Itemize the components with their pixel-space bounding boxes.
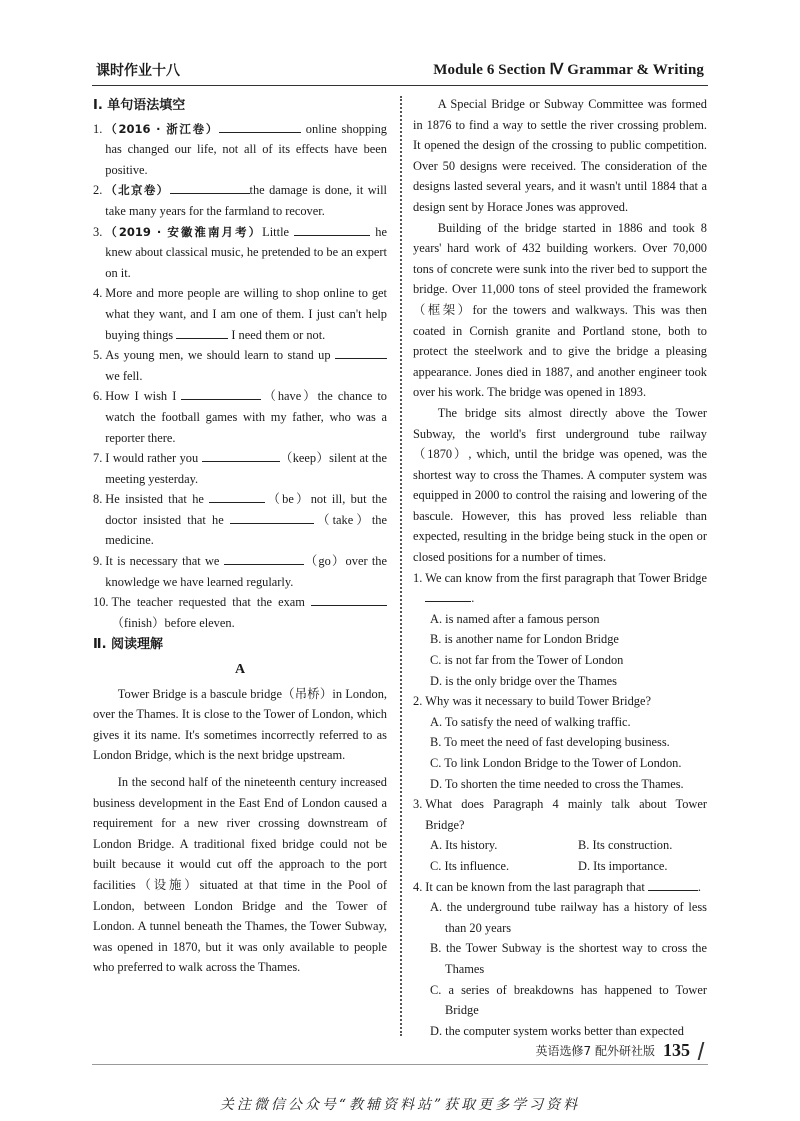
reading-question-4 <box>413 877 707 898</box>
option-row <box>413 835 707 856</box>
answer-blank[interactable] <box>170 180 250 194</box>
header-right-title: Module 6 Section Ⅳ Grammar & Writing <box>433 62 704 78</box>
option-b[interactable]: B. To meet the need of fast developing business. <box>430 735 670 750</box>
header-rule <box>92 85 708 86</box>
answer-blank[interactable] <box>311 592 387 606</box>
option-row <box>413 856 707 877</box>
question-text: （finish）before eleven. <box>111 615 235 630</box>
question-text: （take）the medicine. <box>105 512 388 548</box>
question-source: （2016 · 浙江卷） <box>105 121 220 136</box>
option-d[interactable]: D. is the only bridge over the Thames <box>430 673 617 688</box>
question-stem: What does Paragraph 4 mainly talk about Tower Bridge? <box>425 797 707 832</box>
grammar-question-5 <box>93 345 387 386</box>
answer-blank[interactable] <box>181 386 261 400</box>
grammar-question-2 <box>93 180 387 221</box>
option-a[interactable]: A. is named after a famous person <box>430 611 600 626</box>
answer-blank[interactable] <box>209 489 265 503</box>
question-number: 9. <box>93 554 103 569</box>
footer-rule <box>92 1064 708 1065</box>
passage-paragraph-1: Tower Bridge is a bascule bridge（吊桥）in London, over the Thames. It is close to the Tower of London, which gives it its name. It's sometimes incorrectly referred to as London Bridge, which is the next bridge upstream. <box>93 686 387 763</box>
left-column <box>93 94 387 978</box>
grammar-question-7 <box>93 448 387 489</box>
question-text: online shopping has changed our life, not all of its effects have been positive. <box>105 121 387 177</box>
question-source: （2019 · 安徽淮南月考） <box>105 224 263 239</box>
option-b[interactable]: B. Its construction. <box>578 838 673 853</box>
question-number: 8. <box>93 492 103 507</box>
option-a[interactable]: A. To satisfy the need of walking traffic. <box>430 714 631 729</box>
question-number: 1. <box>93 121 103 136</box>
question-text-mid: （be）not ill, but the doctor insisted that he <box>105 492 387 527</box>
grammar-question-10 <box>93 592 387 633</box>
question-stem: We can know from the first paragraph that Tower Bridge <box>425 570 707 585</box>
book-edition: 英语选修7 配外研社版 <box>535 1044 655 1058</box>
footer-info <box>536 1040 702 1061</box>
option-d[interactable]: D. the computer system works better than expected <box>430 1023 684 1038</box>
answer-blank[interactable] <box>202 448 280 462</box>
question-text: we fell. <box>105 368 143 383</box>
passage-paragraph-3: A Special Bridge or Subway Committee was formed in 1876 to find a way to settle the river crossing problem. It opened the design of the crossing to public competition. Over 50 designs were received. The consideration of the designs lasted several years, and it wasn't until 1884 that a design sent by Horace Jones was approved. <box>413 97 707 214</box>
question-number: 3. <box>413 797 423 812</box>
question-text-pre: It is necessary that we <box>105 554 224 569</box>
question-text-pre: The teacher requested that the exam <box>111 595 311 610</box>
question-number: 2. <box>93 183 103 198</box>
question-stem-end: . <box>471 591 475 606</box>
reading-question-2 <box>413 691 707 712</box>
option-a[interactable]: A. Its history. <box>430 838 498 853</box>
grammar-question-1 <box>93 119 387 181</box>
right-column <box>413 94 707 1041</box>
answer-blank[interactable] <box>176 325 228 339</box>
question-text-pre: He insisted that he <box>105 492 210 507</box>
passage-paragraph-2: In the second half of the nineteenth century increased business development in the East End of London caused a requirement for a new river crossing downstream of London Bridge. A traditional fixed bridge could not be built because it would cut off the approach to the port facilities（设施）situated at that time in the Pool of London, between London Bridge and the Tower of London. A tunnel beneath the Thames, the Tower Subway, was opened in 1870, but it was only available to people who preferred to walk across the Thames. <box>93 775 387 975</box>
question-number: 5. <box>93 348 103 363</box>
option-c[interactable]: C. is not far from the Tower of London <box>430 653 624 668</box>
question-number: 4. <box>413 879 423 894</box>
question-text: （have）the chance to watch the football games with my father, who was a reporter there. <box>105 389 387 445</box>
grammar-question-4 <box>93 283 387 345</box>
option-d[interactable]: D. Its importance. <box>578 858 668 873</box>
question-text: the damage is done, it will take many years for the farmland to recover. <box>105 183 387 218</box>
answer-blank[interactable] <box>425 588 471 602</box>
option-b[interactable]: B. is another name for London Bridge <box>430 632 619 647</box>
answer-blank[interactable] <box>335 345 387 359</box>
option-c[interactable]: C. To link London Bridge to the Tower of London. <box>430 756 682 770</box>
option-d[interactable]: D. To shorten the time needed to cross the Thames. <box>430 776 684 791</box>
question-stem: It can be known from the last paragraph that <box>425 879 648 894</box>
answer-blank[interactable] <box>224 551 304 565</box>
column-divider <box>400 96 402 1036</box>
page-slash-decoration <box>698 1042 705 1060</box>
question-text-pre: Little <box>262 224 295 239</box>
answer-blank[interactable] <box>648 877 698 891</box>
passage-label: A <box>234 662 246 678</box>
grammar-question-3 <box>93 222 387 284</box>
reading-question-1 <box>413 568 707 609</box>
option-c[interactable]: C. a series of breakdowns has happened to Tower Bridge <box>430 982 707 1018</box>
grammar-question-9 <box>93 551 387 592</box>
question-stem: Why was it necessary to build Tower Bridge? <box>425 694 651 709</box>
reading-question-3 <box>413 794 707 835</box>
question-text-pre: I would rather you <box>105 451 202 466</box>
question-text-pre: As young men, we should learn to stand up <box>105 348 335 363</box>
question-source: （北京卷） <box>105 183 170 198</box>
option-a[interactable]: A. the underground tube railway has a history of less than 20 years <box>430 900 707 935</box>
question-number: 2. <box>413 694 423 709</box>
passage-paragraph-5: The bridge sits almost directly above the Tower Subway, the world's first underground tube railway（1870）, which, until the bridge was opened, was the shortest way to cross the Thames. A computer system was equipped in 2000 to control the raising and lowering of the bascule. However, this has proved less reliable than expected, resulting in the bridge being stuck in the open or closed positions for a number of times. <box>413 405 707 565</box>
question-text: （go）over the knowledge we have learned regularly. <box>105 554 387 589</box>
option-b[interactable]: B. the Tower Subway is the shortest way to cross the Thames <box>430 941 707 976</box>
question-text-pre: How I wish I <box>105 389 182 404</box>
grammar-question-8 <box>93 489 387 551</box>
question-number: 3. <box>93 224 103 239</box>
question-text-pre: More and more people are willing to shop online to get what they want, and I am one of them. I just can't help buying things <box>105 286 387 342</box>
section-1-title: Ⅰ. 单句语法填空 <box>93 98 186 113</box>
question-text: I need them or not. <box>228 327 326 342</box>
question-number: 7. <box>93 451 103 466</box>
question-number: 4. <box>93 286 103 301</box>
passage-paragraph-4: Building of the bridge started in 1886 and took 8 years' hard work of 432 building workers. Over 70,000 tons of concrete were sunk into the river bed to support the bridge. Over 11,000 tons of steel provided the framework（框架）for the towers and walkways. This was then coated in Cornish granite and Portland stone, both to protect the steelwork and to give the bridge a pleasing appearance. Jones died in 1887, and another engineer took over his work. The bridge was opened in 1893. <box>413 220 707 400</box>
question-number: 10. <box>93 595 109 610</box>
question-number: 6. <box>93 389 103 404</box>
answer-blank[interactable] <box>230 510 314 524</box>
answer-blank[interactable] <box>294 222 370 236</box>
footer-handwritten-note: 关注微信公众号“教辅资料站”获取更多学习资料 <box>219 1097 581 1113</box>
header-left-title: 课时作业十八 <box>96 63 180 79</box>
question-number: 1. <box>413 570 423 585</box>
answer-blank[interactable] <box>219 119 301 133</box>
question-stem-end: . <box>697 879 702 894</box>
option-c[interactable]: C. Its influence. <box>430 858 510 873</box>
page-number: 135 <box>663 1040 690 1060</box>
question-text: he knew about classical music, he pretended to be an expert on it. <box>105 224 387 280</box>
question-text: （keep）silent at the meeting yesterday. <box>105 451 387 486</box>
grammar-question-6 <box>93 386 387 448</box>
section-2-title: Ⅱ. 阅读理解 <box>93 637 164 653</box>
